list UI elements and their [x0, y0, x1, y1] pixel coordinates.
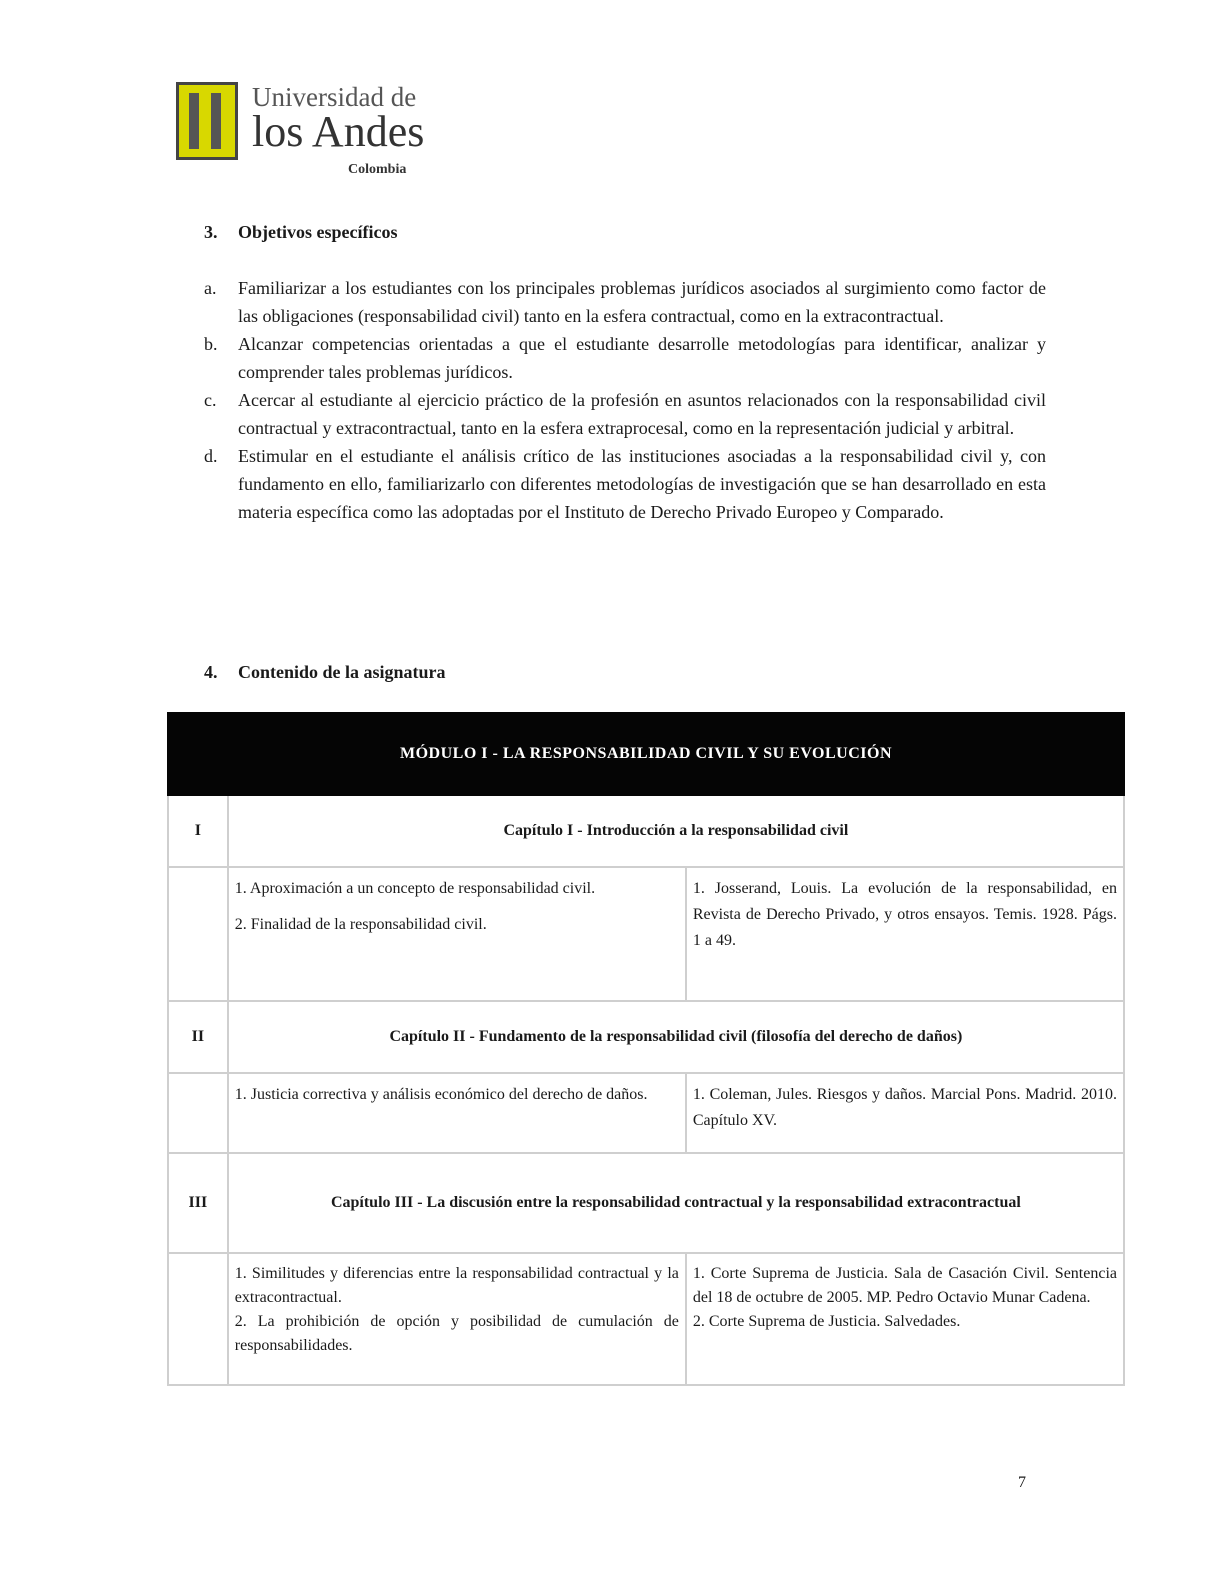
objective-text: Estimular en el estudiante el análisis crítico de las instituciones asociadas a la responsabilidad civil y, con fundamento en ello, familiarizarlo con diferentes metodologías de investigación que se han desarrollado en esta materia específica como las adoptadas por el Instituto de Derecho Privado Europeo y Comparado.	[238, 446, 1046, 522]
chapter-content-row	[168, 1253, 1124, 1385]
objective-text: Familiarizar a los estudiantes con los principales problemas jurídicos asociados al surgimiento como factor de las obligaciones (responsabilidad civil) tanto en la esfera contractual, como en la extracontractual.	[238, 278, 1046, 326]
logo-text-line3: Colombia	[348, 162, 407, 177]
course-content-table	[167, 712, 1125, 1386]
objective-letter: b.	[204, 334, 218, 354]
objective-item	[204, 330, 1046, 386]
section-number: 4.	[204, 662, 218, 682]
empty-cell	[168, 867, 228, 1001]
chapter-readings-cell	[686, 1253, 1124, 1385]
chapter-readings-cell	[686, 1073, 1124, 1153]
chapter-number: III	[168, 1153, 228, 1253]
reading-item: 2. Corte Suprema de Justicia. Salvedades.	[692, 1313, 961, 1330]
chapter-number: II	[168, 1001, 228, 1073]
chapter-number: I	[168, 795, 228, 867]
module-banner-row	[168, 713, 1124, 795]
reading-item: 1. Coleman, Jules. Riesgos y daños. Marcial Pons. Madrid. 2010. Capítulo XV.	[692, 1086, 1117, 1129]
logo-emblem	[176, 82, 238, 160]
objective-letter: d.	[204, 446, 218, 466]
objectives-list	[204, 274, 1046, 526]
module-banner: MÓDULO I - LA RESPONSABILIDAD CIVIL Y SU EVOLUCIÓN	[168, 713, 1124, 795]
reading-item: 1. Corte Suprema de Justicia. Sala de Casación Civil. Sentencia del 18 de octubre de 2005. MP. Pedro Octavio Munar Cadena.	[692, 1265, 1117, 1306]
objective-letter: a.	[204, 278, 217, 298]
topic-item: 1. Aproximación a un concepto de responsabilidad civil.	[234, 880, 596, 897]
section-heading-objectives	[204, 222, 397, 243]
chapter-header-row	[168, 1001, 1124, 1073]
university-logo	[172, 78, 442, 188]
chapter-topics-cell	[228, 1253, 686, 1385]
logo-text-line2: los Andes	[252, 107, 425, 156]
topic-item: 1. Justicia correctiva y análisis económico del derecho de daños.	[234, 1086, 648, 1103]
chapter-topics-cell	[228, 1073, 686, 1153]
page-number: 7	[1018, 1474, 1026, 1491]
chapter-readings-cell	[686, 867, 1124, 1001]
topic-item: 1. Similitudes y diferencias entre la responsabilidad contractual y la extracontractual.	[234, 1265, 679, 1306]
empty-cell	[168, 1073, 228, 1153]
section-heading-content	[204, 662, 446, 683]
topic-item: 2. La prohibición de opción y posibilidad de cumulación de responsabilidades.	[234, 1313, 679, 1354]
reading-item: 1. Josserand, Louis. La evolución de la responsabilidad, en Revista de Derecho Privado, y otros ensayos. Temis. 1928. Págs. 1 a 49.	[692, 880, 1117, 949]
chapter-content-row	[168, 1073, 1124, 1153]
section-title: Contenido de la asignatura	[238, 662, 446, 682]
logo-text-line1: Universidad de	[252, 82, 417, 112]
objective-text: Acercar al estudiante al ejercicio práctico de la profesión en asuntos relacionados con la responsabilidad civil contractual y extracontractual, tanto en la esfera extraprocesal, como en la representación judicial y arbitral.	[238, 390, 1046, 438]
objective-item	[204, 274, 1046, 330]
chapter-header-row	[168, 1153, 1124, 1253]
chapter-title: Capítulo II - Fundamento de la responsabilidad civil (filosofía del derecho de daños)	[228, 1001, 1124, 1073]
section-number: 3.	[204, 222, 218, 242]
objective-letter: c.	[204, 390, 217, 410]
objective-item	[204, 442, 1046, 526]
chapter-content-row	[168, 867, 1124, 1001]
empty-cell	[168, 1253, 228, 1385]
chapter-title: Capítulo III - La discusión entre la responsabilidad contractual y la responsabilidad extracontractual	[228, 1153, 1124, 1253]
objective-text: Alcanzar competencias orientadas a que el estudiante desarrolle metodologías para identificar, analizar y comprender tales problemas jurídicos.	[238, 334, 1046, 382]
topic-item: 2. Finalidad de la responsabilidad civil.	[234, 916, 487, 933]
chapter-title: Capítulo I - Introducción a la responsabilidad civil	[228, 795, 1124, 867]
chapter-header-row	[168, 795, 1124, 867]
objective-item	[204, 386, 1046, 442]
section-title: Objetivos específicos	[238, 222, 398, 242]
chapter-topics-cell	[228, 867, 686, 1001]
